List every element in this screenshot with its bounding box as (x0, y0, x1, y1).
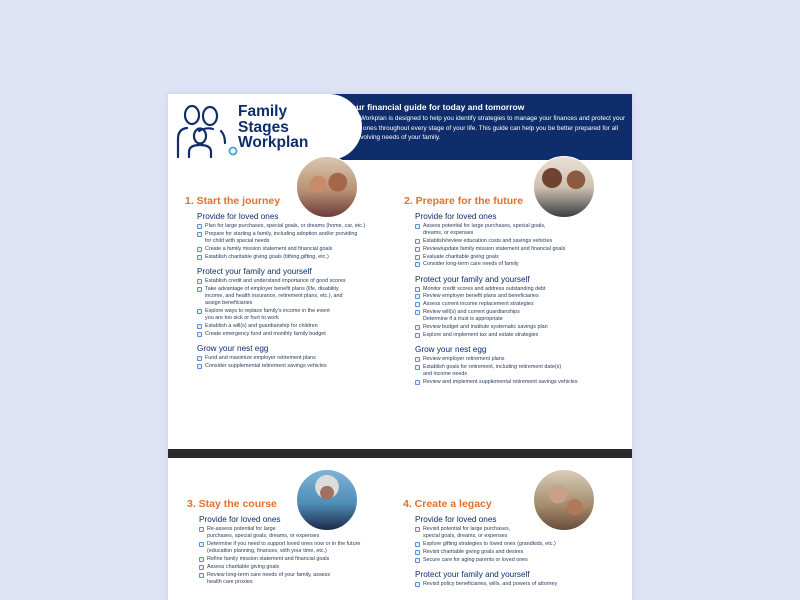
item-text: Explore ways to replace family's income in the event you are too sick or hurt to work (205, 307, 330, 321)
checklist-item[interactable] (415, 549, 627, 556)
section-start-the-journey (197, 212, 397, 376)
item-text: Review budget and institute systematic savings plan (423, 323, 548, 330)
checkbox-icon[interactable] (415, 527, 420, 532)
checklist-item[interactable] (197, 355, 397, 362)
checklist-item[interactable] (199, 556, 399, 563)
item-text: Explore gifting strategies to loved ones (grandkids, etc.) (423, 541, 556, 547)
item-text: Review/update family mission statement and financial goals (423, 245, 566, 252)
item-text: Secure care for aging parents or loved ones (423, 556, 528, 563)
checkbox-icon[interactable] (199, 542, 204, 547)
checklist-item[interactable] (415, 581, 627, 588)
checkbox-icon[interactable] (197, 356, 202, 361)
item-text: Establish credit and understand importance of good scores (205, 277, 346, 284)
checkbox-icon[interactable] (197, 364, 202, 369)
logo-line: Workplan (238, 134, 309, 151)
checkbox-icon[interactable] (197, 232, 202, 237)
item-text: Assess charitable giving goals (207, 563, 280, 570)
group-heading: Provide for loved ones (199, 515, 281, 524)
item-text: Review employer retirement plans (423, 355, 505, 362)
header-title: Your financial guide for today and tomorrow (346, 102, 525, 112)
checkbox-icon[interactable] (199, 527, 204, 532)
checklist-item[interactable] (415, 541, 627, 548)
checklist-item[interactable] (197, 278, 397, 285)
logo-line: Family (238, 103, 288, 120)
checklist-item[interactable] (199, 564, 399, 571)
checkbox-icon[interactable] (199, 557, 204, 562)
checklist-item[interactable] (197, 223, 397, 230)
checkbox-icon[interactable] (199, 573, 204, 578)
item-text: Fund and maximize employer retirement plans (205, 354, 316, 361)
item-text: Assess potential for large purchases, special goals, dreams, or expenses (423, 223, 546, 237)
checklist-item[interactable] (197, 286, 397, 308)
item-text: Consider long-term care needs of family (423, 261, 519, 268)
header-description: This Workplan is designed to help you identify strategies to manage your finances and protect your loved ones throughout every stage of your life. This guide can help you be better prepared for all the evolving needs of your family. (346, 115, 626, 141)
item-text: Revisit potential for large purchases, special goals, dreams, or expenses (423, 526, 511, 540)
page-divider (168, 449, 632, 458)
item-text: Review employer benefit plans and beneficiaries (423, 293, 539, 300)
checkbox-icon[interactable] (415, 262, 420, 267)
section-title: 3. Stay the course (187, 498, 277, 510)
item-text: Assess current income replacement strategies (423, 301, 534, 308)
checkbox-icon[interactable] (415, 550, 420, 555)
item-text: Evaluate charitable giving goals (423, 253, 499, 260)
group-heading: Provide for loved ones (197, 212, 279, 221)
logo-line: Stages (238, 118, 289, 136)
section-title: 1. Start the journey (185, 195, 281, 207)
group-heading: Protect your family and yourself (415, 274, 530, 284)
checkbox-icon[interactable] (415, 582, 420, 587)
checkbox-icon[interactable] (415, 294, 420, 299)
item-text: Establish goals for retirement, including retirement date(s) and income needs (423, 363, 562, 377)
item-text: Prepare for starting a family, including adoption and/or providing for child with special needs (205, 230, 358, 244)
checklist-item[interactable] (415, 301, 627, 308)
checklist-item[interactable] (199, 526, 399, 540)
checklist-item[interactable] (197, 323, 397, 330)
checklist-item[interactable] (415, 364, 627, 378)
item-text: Establish/review education costs and savings vehicles (423, 238, 553, 244)
checkbox-icon[interactable] (199, 565, 204, 570)
checklist-item[interactable] (197, 231, 397, 245)
checkbox-icon[interactable] (197, 287, 202, 292)
group-heading: Protect your family and yourself (197, 266, 312, 276)
section-create-a-legacy (415, 515, 627, 594)
checklist (415, 526, 627, 564)
item-text: Revisit policy beneficiaries, wills, and powers of attorney (423, 580, 558, 587)
checklist-item[interactable] (415, 223, 627, 237)
checklist-item[interactable] (197, 246, 397, 253)
checkbox-icon[interactable] (415, 325, 420, 330)
checkbox-icon[interactable] (197, 224, 202, 229)
section-prepare-for-the-future (415, 212, 627, 392)
workplan-document (168, 94, 632, 600)
item-text: Review and implement supplemental retirement savings vehicles (423, 378, 578, 385)
checkbox-icon[interactable] (197, 279, 202, 284)
group-heading: Grow your nest egg (197, 343, 269, 353)
item-text: Revisit charitable giving goals and desires (423, 548, 524, 555)
checklist-item[interactable] (197, 308, 397, 322)
item-text: Review will(s) and current guardianships Determine if a trust is appropriate (423, 308, 520, 323)
group-heading: Provide for loved ones (415, 212, 497, 221)
checkbox-icon[interactable] (415, 310, 420, 315)
checklist-item[interactable] (415, 293, 627, 300)
checklist-item[interactable] (415, 309, 627, 323)
item-text: Take advantage of employer benefit plans (life, disability income, and health insurance, retirement plans, etc.), and assign beneficiaries (205, 285, 343, 306)
group-heading: Provide for loved ones (415, 515, 497, 524)
checkbox-icon[interactable] (415, 247, 420, 252)
item-text: Explore and implement tax and estate strategies (423, 331, 539, 338)
checklist-item[interactable] (415, 356, 627, 363)
checklist (199, 526, 399, 586)
checkbox-icon[interactable] (415, 380, 420, 385)
checklist-item[interactable] (199, 541, 399, 555)
checkbox-icon[interactable] (415, 239, 420, 244)
checklist-item[interactable] (415, 238, 627, 245)
checkbox-icon[interactable] (197, 255, 202, 260)
checkbox-icon[interactable] (197, 332, 202, 337)
checklist-item[interactable] (415, 246, 627, 253)
checkbox-icon[interactable] (415, 302, 420, 307)
checklist-item[interactable] (415, 254, 627, 261)
checklist-item[interactable] (197, 331, 397, 338)
checklist (415, 223, 627, 269)
checkbox-icon[interactable] (415, 333, 420, 338)
checklist (415, 286, 627, 339)
group-heading: Grow your nest egg (415, 344, 487, 354)
checklist-item[interactable] (197, 363, 397, 370)
item-text: Review long-term care needs of your family, assess health care proxies (207, 571, 331, 585)
item-text: Monitor credit scores and address outstanding debt (423, 285, 546, 292)
item-text: Consider supplemental retirement savings vehicles (205, 362, 327, 369)
checklist (197, 223, 397, 261)
checkbox-icon[interactable] (197, 247, 202, 252)
item-text: Plan for large purchases, special goals, or dreams (home, car, etc.) (205, 223, 366, 229)
item-text: Establish charitable giving goals (tithing,gifting, etc.) (205, 253, 329, 260)
section-title: 4. Create a legacy (403, 498, 492, 510)
section-stay-the-course (199, 515, 399, 592)
checkbox-icon[interactable] (415, 542, 420, 547)
checkbox-icon[interactable] (415, 365, 420, 370)
checklist (197, 355, 397, 370)
couple-photo (296, 156, 358, 218)
group-heading: Protect your family and yourself (415, 569, 530, 579)
checklist-item[interactable] (415, 324, 627, 331)
checkbox-icon[interactable] (415, 357, 420, 362)
checkbox-icon[interactable] (197, 324, 202, 329)
checklist (197, 278, 397, 338)
item-text: Determine if you need to support loved ones now or in the future (education planning, finances, with your time, etc.) (207, 541, 361, 555)
item-text: Create emergency fund and monthly family budget (205, 330, 326, 337)
item-text: Refine family mission statement and financial goals (207, 556, 330, 562)
checklist-item[interactable] (415, 261, 627, 268)
checkbox-icon[interactable] (415, 255, 420, 260)
logo-title (238, 104, 308, 151)
checklist-item[interactable] (415, 286, 627, 293)
section-title: 2. Prepare for the future (404, 195, 524, 207)
couple-photo-2 (533, 156, 595, 218)
checkbox-icon[interactable] (197, 309, 202, 314)
family-icon (173, 99, 239, 159)
item-text: Establish a will(s) and guardianship for children (205, 322, 318, 329)
checklist-item[interactable] (415, 379, 627, 386)
item-text: Create a family mission statement and financial goals (205, 245, 333, 252)
checklist (415, 581, 627, 588)
checkbox-icon[interactable] (415, 224, 420, 229)
checklist-item[interactable] (415, 526, 627, 540)
checklist-item[interactable] (199, 572, 399, 586)
checklist-item[interactable] (415, 557, 627, 564)
checkbox-icon[interactable] (415, 558, 420, 563)
checklist-item[interactable] (415, 332, 627, 339)
checkbox-icon[interactable] (415, 287, 420, 292)
item-text: Re-assess potential for large purchases, special goals, dreams, or expenses (207, 526, 320, 540)
checklist (415, 356, 627, 386)
checklist-item[interactable] (197, 254, 397, 261)
